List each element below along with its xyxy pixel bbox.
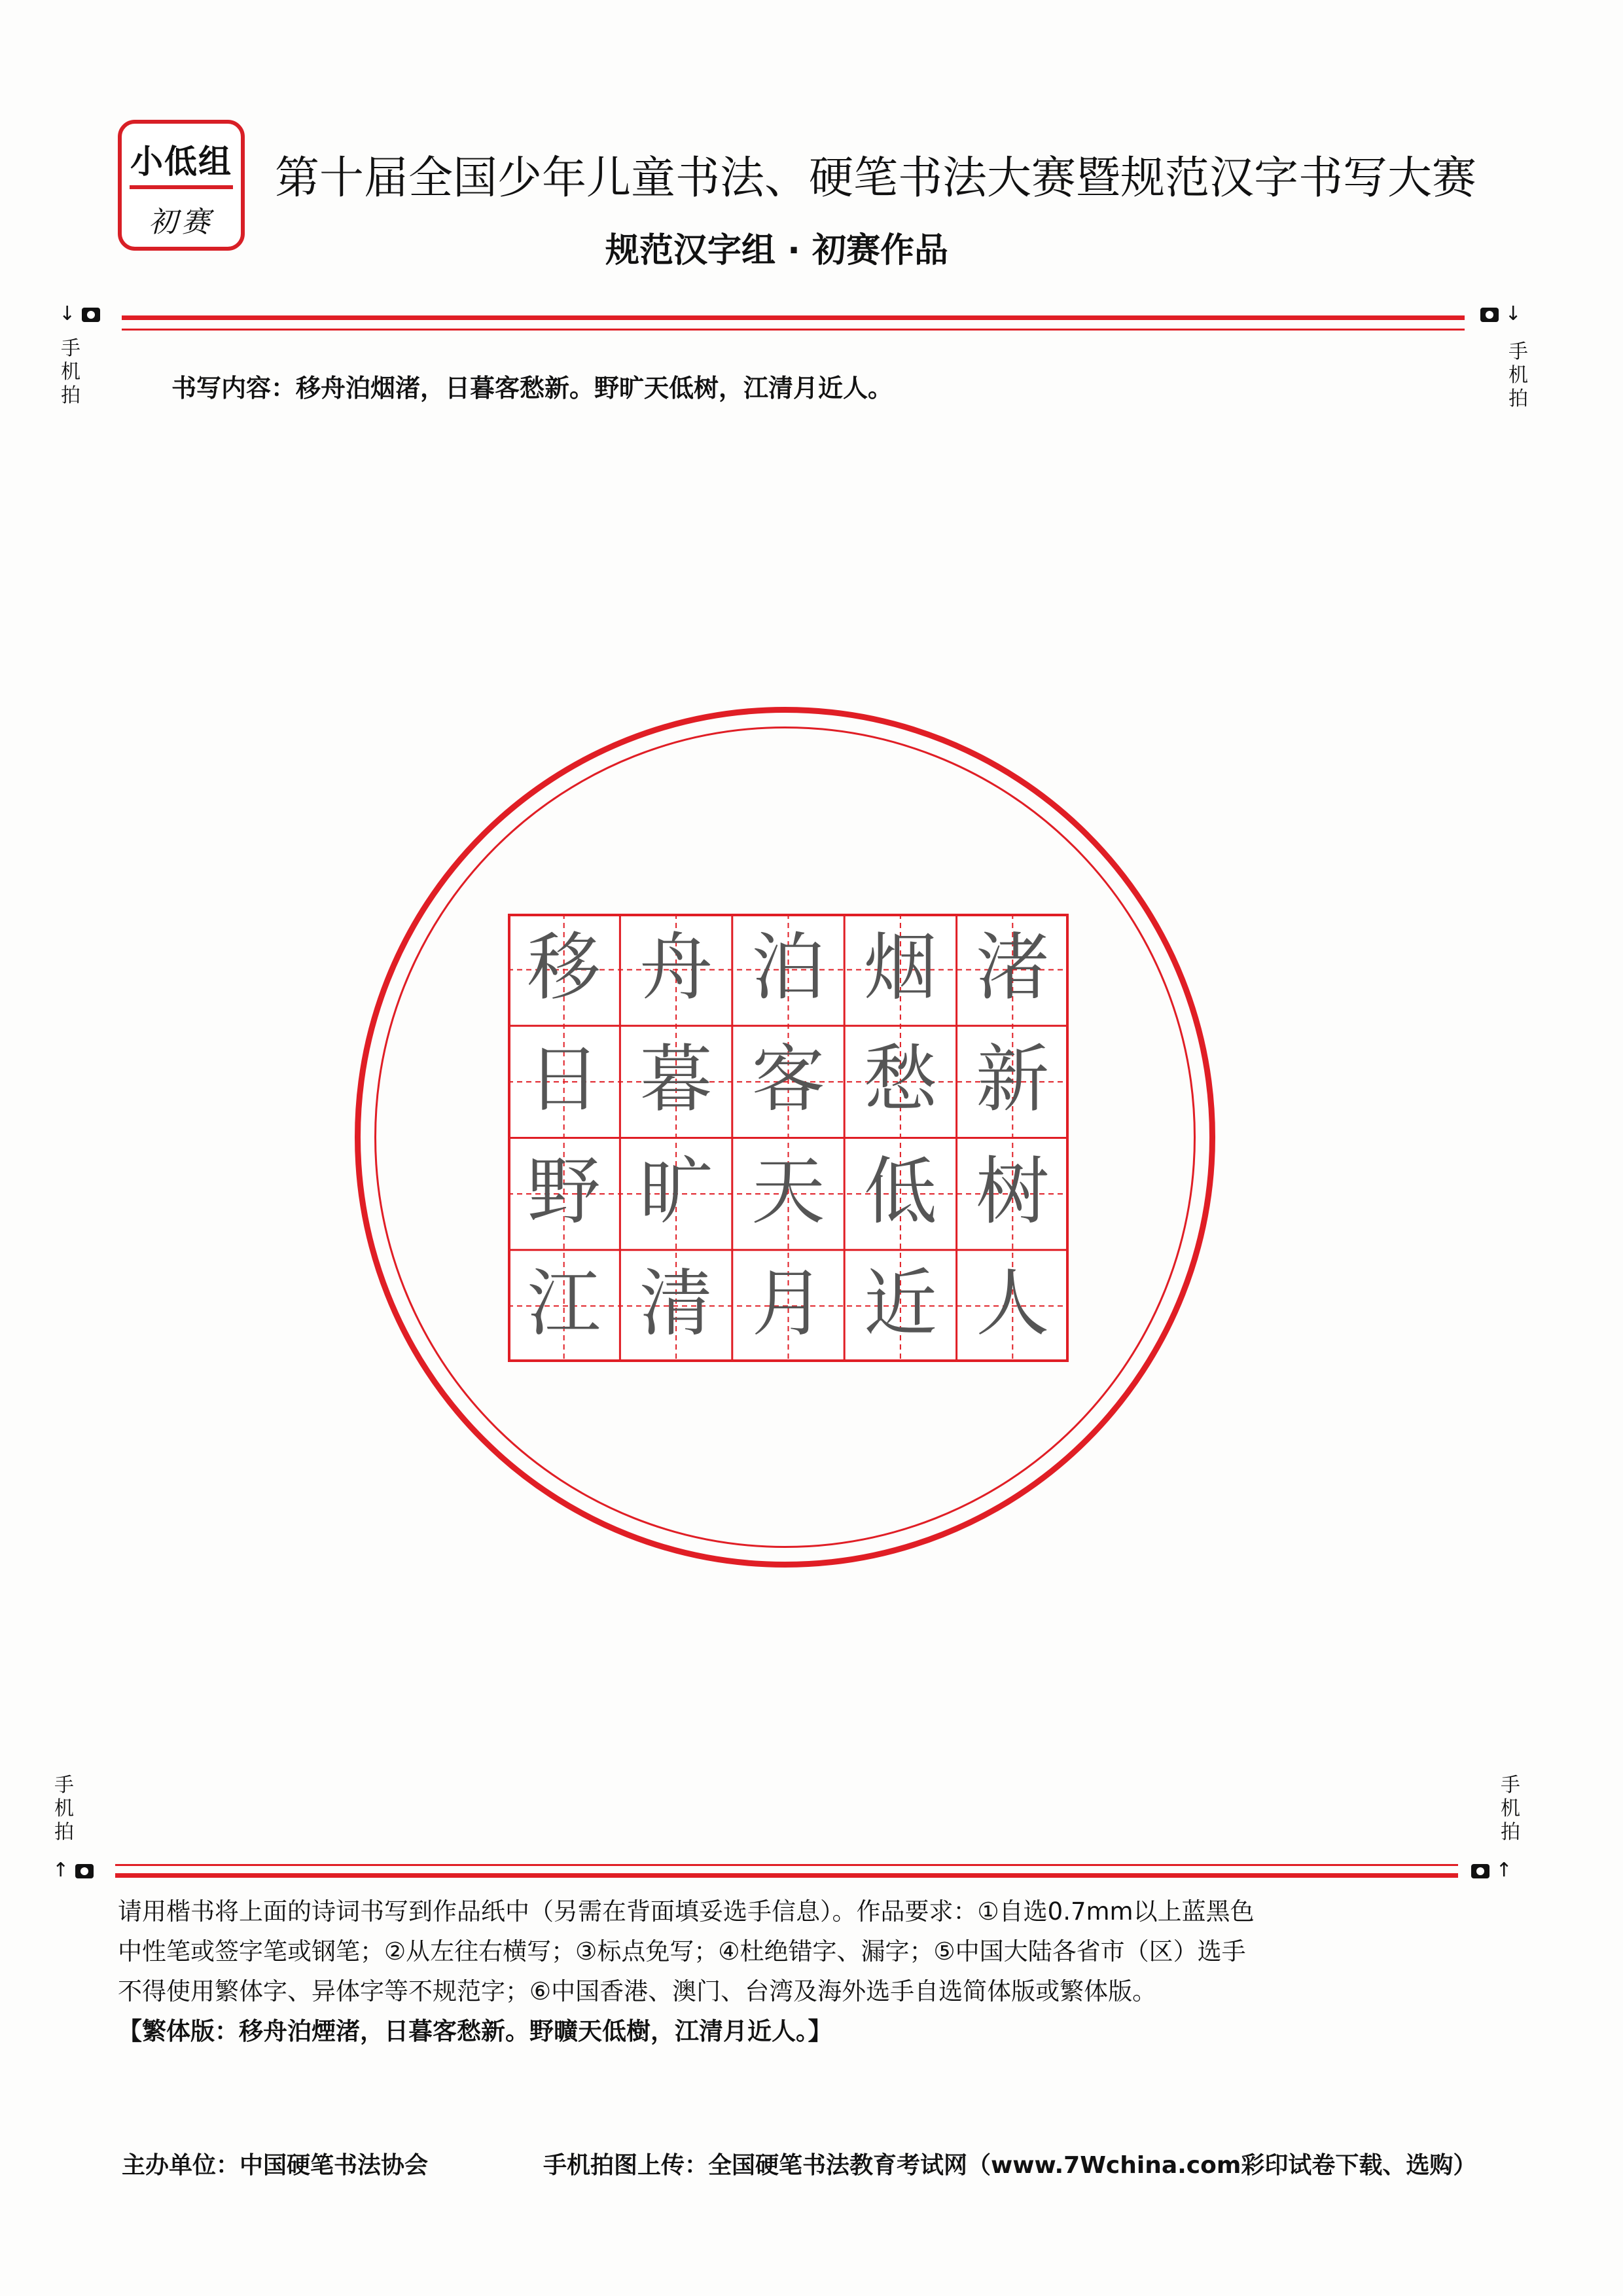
arrow-up-icon: ↑ bbox=[52, 1859, 69, 1882]
page-subtitle: 规范汉字组 · 初赛作品 bbox=[605, 231, 948, 270]
handwritten-character: 低 bbox=[863, 1149, 937, 1234]
handwritten-character: 渚 bbox=[976, 925, 1050, 1011]
writing-content: 书写内容：移舟泊烟渚，日暮客愁新。野旷天低树，江清月近人。 bbox=[171, 374, 893, 403]
marker-top-left bbox=[59, 302, 100, 325]
camera-icon bbox=[1480, 308, 1499, 322]
handwritten-character: 日 bbox=[527, 1037, 601, 1122]
footer-upload: 手机拍图上传：全国硬笔书法教育考试网（www.7Wchina.com彩印试卷下载、选购） bbox=[543, 2152, 1477, 2179]
arrow-up-icon: ↑ bbox=[1495, 1859, 1512, 1882]
handwritten-character: 清 bbox=[639, 1261, 713, 1347]
camera-icon bbox=[75, 1864, 94, 1878]
handwritten-character: 天 bbox=[751, 1149, 825, 1234]
arrow-down-icon: ↓ bbox=[59, 302, 76, 325]
bottom-divider-thick bbox=[115, 1873, 1458, 1878]
instruction-line: 中性笔或签字笔或钢笔；②从左往右横写；③标点免写；④杜绝错字、漏字；⑤中国大陆各省市（区）选手 bbox=[118, 1937, 1246, 1965]
vertical-label-bottom-right: 手 机 拍 bbox=[1501, 1774, 1520, 1844]
vertical-label-top-right: 手 机 拍 bbox=[1508, 340, 1528, 410]
page-title: 第十届全国少年儿童书法、硬笔书法大赛暨规范汉字书写大赛 bbox=[275, 152, 1477, 204]
handwritten-character: 舟 bbox=[639, 925, 713, 1011]
writing-grid bbox=[508, 914, 1069, 1362]
handwritten-character: 野 bbox=[527, 1149, 601, 1234]
camera-icon bbox=[82, 308, 100, 322]
vertical-label-top-left: 手 机 拍 bbox=[61, 337, 80, 407]
arrow-down-icon: ↓ bbox=[1505, 302, 1522, 325]
marker-bottom-left bbox=[52, 1859, 94, 1882]
instruction-line: 不得使用繁体字、异体字等不规范字；⑥中国香港、澳门、台湾及海外选手自选简体版或繁体版。 bbox=[118, 1977, 1157, 2005]
instruction-line: 请用楷书将上面的诗词书写到作品纸中（另需在背面填妥选手信息）。作品要求：①自选0.7mm以上蓝黑色 bbox=[118, 1897, 1255, 1926]
badge-group-label: 小低组 bbox=[130, 143, 232, 181]
handwritten-character: 烟 bbox=[863, 925, 937, 1011]
handwritten-character: 江 bbox=[527, 1261, 601, 1347]
handwritten-character: 客 bbox=[751, 1037, 825, 1122]
bottom-divider-thin bbox=[115, 1864, 1458, 1866]
handwritten-character: 暮 bbox=[639, 1037, 713, 1122]
handwritten-character: 月 bbox=[751, 1261, 825, 1347]
badge-stage-label: 初赛 bbox=[149, 206, 214, 239]
handwritten-character: 泊 bbox=[751, 925, 825, 1011]
camera-icon bbox=[1471, 1864, 1489, 1878]
marker-bottom-right bbox=[1471, 1859, 1512, 1882]
instruction-line: 【繁体版：移舟泊煙渚，日暮客愁新。野曠天低樹，江清月近人。】 bbox=[118, 2017, 832, 2045]
group-badge bbox=[118, 120, 245, 251]
top-divider-thick bbox=[122, 315, 1465, 320]
vertical-label-bottom-left: 手 机 拍 bbox=[54, 1774, 74, 1844]
footer-organizer: 主办单位：中国硬笔书法协会 bbox=[122, 2152, 429, 2179]
handwritten-character: 树 bbox=[976, 1149, 1050, 1234]
handwritten-character: 移 bbox=[527, 925, 601, 1011]
marker-top-right bbox=[1480, 302, 1522, 325]
handwritten-character: 近 bbox=[863, 1261, 937, 1347]
instructions bbox=[118, 1892, 1479, 2051]
handwritten-character: 人 bbox=[976, 1261, 1050, 1347]
handwritten-character: 新 bbox=[976, 1037, 1050, 1122]
handwritten-character: 旷 bbox=[639, 1149, 713, 1234]
top-divider-thin bbox=[122, 329, 1465, 331]
handwritten-character: 愁 bbox=[863, 1037, 937, 1122]
badge-divider bbox=[130, 185, 233, 189]
